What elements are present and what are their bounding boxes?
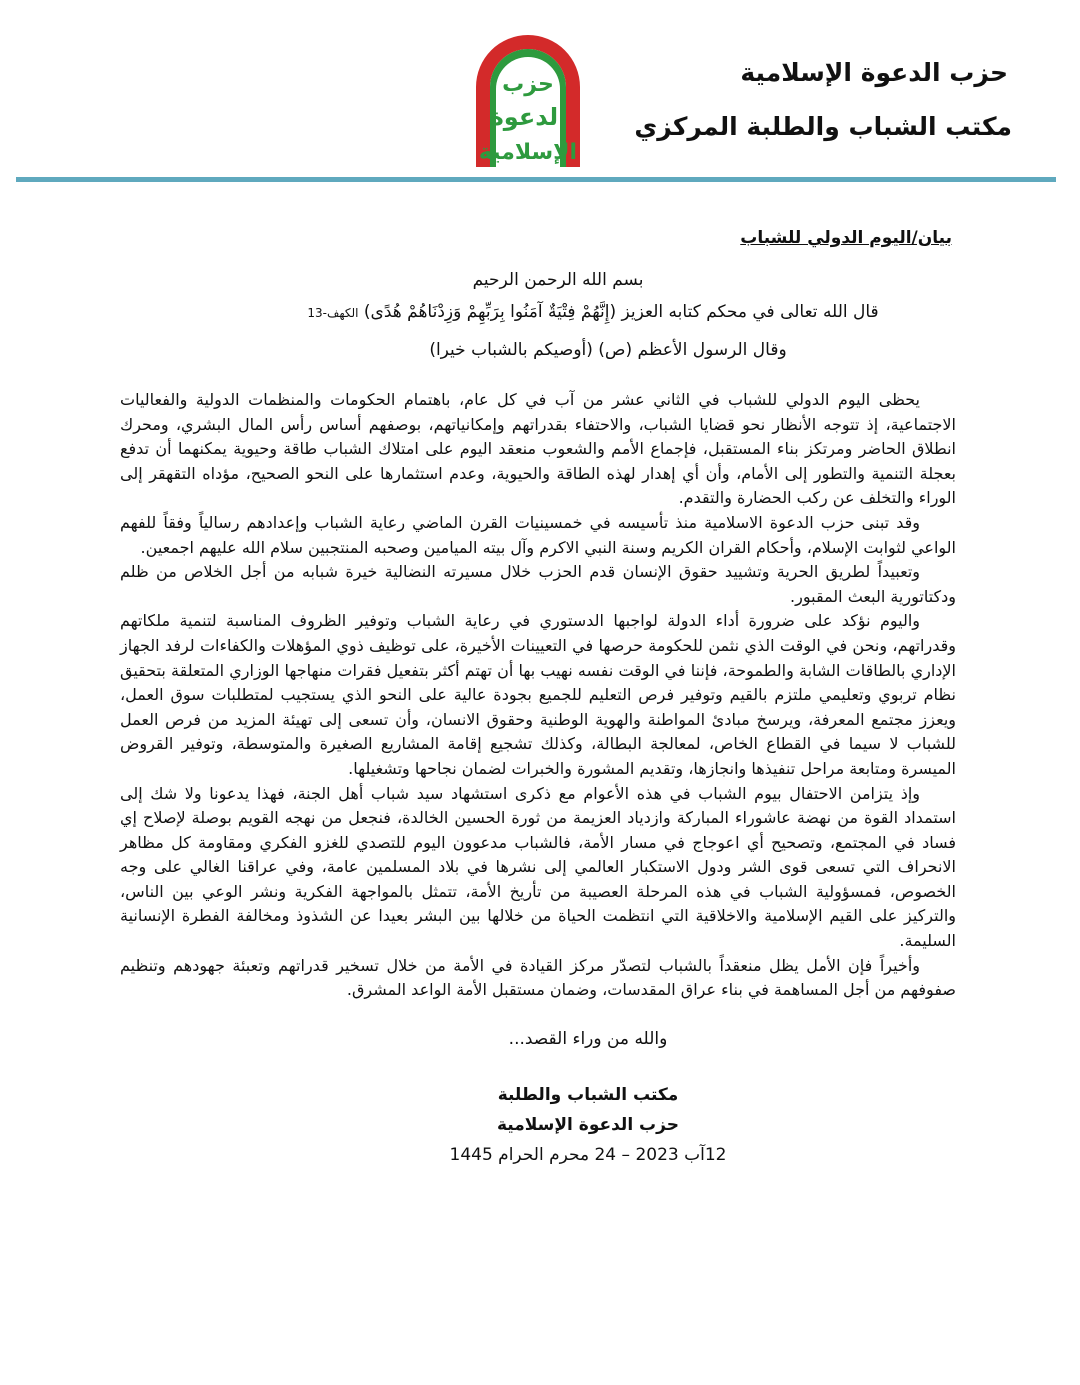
signature-party: حزب الدعوة الإسلامية (497, 1114, 679, 1135)
quran-reference: الكهف-13 (307, 306, 359, 320)
office-name: مكتب الشباب والطلبة المركزي (634, 112, 1012, 141)
header-divider (16, 177, 1056, 182)
logo-text-line1: حزب (502, 72, 554, 97)
signature-office: مكتب الشباب والطلبة (497, 1084, 679, 1105)
basmala: بسم الله الرحمن الرحيم (472, 270, 644, 290)
paragraph: وتعبيداً لطريق الحرية وتشييد حقوق الإنسان قدم الحزب خلال مسيرته النضالية خيرة شبابه من أجل الخلاص من ظلم ودكتاتورية البعث المقبور. (120, 562, 956, 606)
paragraph: وإذ يتزامن الاحتفال بيوم الشباب في هذه الأعوام مع ذكرى استشهاد سيد شباب أهل الجنة، فهذا يدعونا ولا شك إلى استمداد القوة من نهضة عاشوراء المباركة وازدياد العزيمة من ثورة الحسين الخالدة، فنجعل من نهجه القويم بوصلة لإصلاح إي فساد في المجتمع، وتصحيح أي اعوجاج في مسار الأمة، فالشباب مدعوون اليوم للتصدي للغزو الفكري ومقاومة كل مظاهر الانحراف التي تسعى قوى الشر ودول الاستكبار العالمي إلى نشرها في بلاد المسلمين عامة، وفي عراقنا الغالي على وجه الخصوص، فمسؤولية الشباب في هذه المرحلة العصيبة من تأريخ الأمة، تتمثل بالمواجهة الفكرية ونشر الوعي بين الناس، والتركيز على القيم الإسلامية والاخلاقية التي انتظمت الحياة من خلالها بين البشر بعيدا عن الشذوذ ومخالفة الفطرة الإنسانية السليمة. (120, 783, 956, 951)
signature-date: 12آب 2023 – 24 محرم الحرام 1445 (449, 1144, 727, 1165)
quran-verse-text: قال الله تعالى في محكم كتابه العزيز (إِنَّهُمْ فِتْيَةٌ آمَنُوا بِرَبِّهِمْ وَزِدْنَاهُمْ هُدًى) (363, 302, 879, 322)
statement-body (120, 220, 956, 1165)
org-name: حزب الدعوة الإسلامية (740, 58, 1008, 87)
party-logo (462, 25, 594, 175)
letterhead (0, 0, 1080, 186)
paragraph: وأخيراً فإن الأمل يظل منعقداً بالشباب لتصدّر مركز القيادة في الأمة من خلال تسخير قدراتهم وتعبئة جهودهم وتنظيم صفوفهم من أجل المساهمة في بناء عراق المقدسات، وضمان مستقبل الأمة الواعد المشرق. (120, 955, 956, 1000)
hadith: وقال الرسول الأعظم (ص) (أوصيكم بالشباب خيرا) (429, 340, 787, 360)
paragraph: وقد تبنى حزب الدعوة الاسلامية منذ تأسيسه في خمسينيات القرن الماضي رعاية الشباب وإعدادهم رسالياً وفقاً للفهم الواعي لثوابت الإسلام، وأحكام القران الكريم وسنة النبي الاكرم وآل بيته الميامين وصحبه المنتجبين سلام الله عليهم اجمعين. (120, 512, 956, 557)
statement-title: بيان/اليوم الدولي للشباب (740, 228, 952, 248)
logo-text-line3: الإسلامية (478, 140, 578, 165)
logo-text-line2: الدعوة (489, 103, 567, 131)
quran-verse (120, 302, 956, 322)
closing-line: والله من وراء القصد... (508, 1028, 668, 1049)
paragraph: يحظى اليوم الدولي للشباب في الثاني عشر من آب في كل عام، باهتمام الحكومات والمنظمات الدولية والفعاليات الاجتماعية، إذ تتوجه الأنظار نحو قضايا الشباب، والاحتفاء بقدراتهم وإمكانياتهم، بوصفهم أساس رأس المال البشري، ومحرك انطلاق الحاضر ومرتكز بناء المستقبل، فإجماع الأمم والشعوب منعقد اليوم على امتلاك الشباب طاقة وحيوية يمكنهما أن تدفع بعجلة التنمية والتطور إلى الأمام، وأن أي إهدار لهذه الطاقة والحيوية، وعدم استثمارها على النحو الصحيح، مؤداه التقهقر إلى الوراء والتخلف عن ركب الحضارة والتقدم. (120, 390, 956, 508)
paragraph: واليوم نؤكد على ضرورة أداء الدولة لواجبها الدستوري في رعاية الشباب وتوفير الظروف المناسبة لتنمية ملكاتهم وقدراتهم، ونحن في الوقت الذي نثمن للحكومة حرصها في التعيينات الأخيرة، على توظيف ذوي المؤهلات والكفاءات لرفد الجهاز الإداري بالطاقات الشابة والطموحة، فإننا في الوقت نفسه نهيب بها أن تهتم أكثر بتفعيل فقرات منهاجها الوزاري المتعلقة بتحقيق نظام تربوي وتعليمي ملتزم بالقيم وتوفير فرص التعليم للجميع بجودة عالية على النحو الذي يستجيب لمتطلبات سوق العمل، ويعزز مجتمع المعرفة، ويرسخ مبادئ المواطنة والهوية الوطنية وحقوق الانسان، وأن تسعى إلى تهيئة المزيد من فرص العمل للشباب لا سيما في القطاع الخاص، لمعالجة البطالة، وكذلك تشجيع إقامة المشاريع الصغيرة والمتوسطة، وتوفير القروض الميسرة ومتابعة مراحل تنفيذها وانجازها، وتقديم المشورة والخبرات لضمان نجاحها وتشغيلها. (120, 611, 956, 778)
